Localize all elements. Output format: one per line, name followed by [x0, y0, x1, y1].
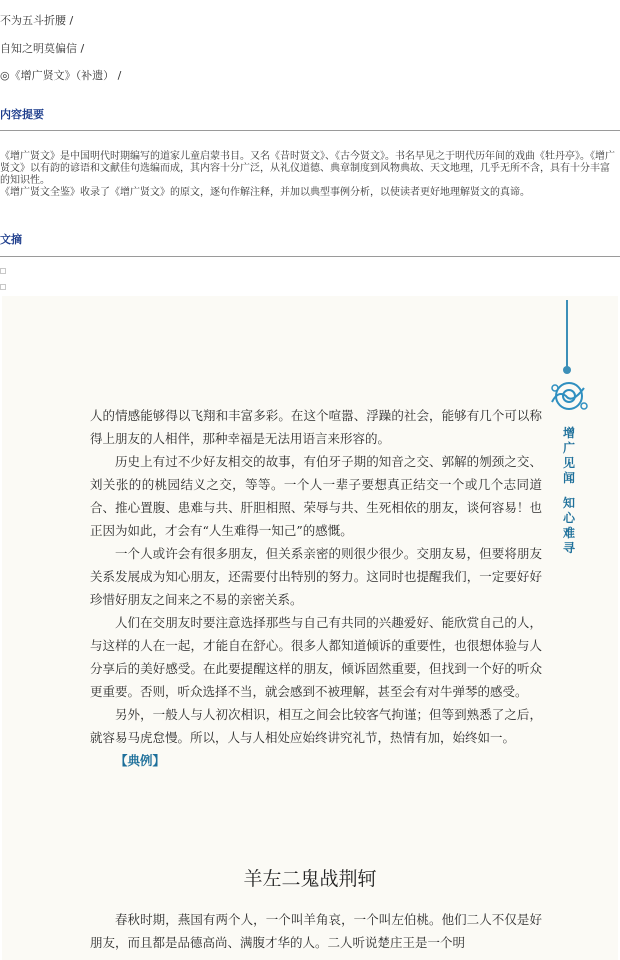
book-paragraph: 一个人或许会有很多朋友，但关系亲密的则很少很少。交朋友易，但要将朋友关系发展成为知心朋友，还需要付出特别的努力。这同时也提醒我们，一定要好好珍惜好朋友之间来之不易的亲密关系。	[90, 546, 542, 607]
nav-link-zeng-guang-bu-yi[interactable]: ◎《增广贤文》（补遗） /	[0, 69, 122, 82]
summary-divider	[0, 130, 620, 131]
side-title-char: 心	[562, 511, 575, 525]
nav-link-zi-zhi-zhi-ming[interactable]: 自知之明莫偏信 /	[0, 42, 85, 55]
story-text	[90, 908, 542, 954]
side-title-char: 增	[562, 426, 575, 440]
broken-image-icon	[0, 268, 6, 274]
summary-text	[0, 151, 618, 199]
decor-vertical-line	[566, 300, 568, 368]
story-title: 羊左二鬼战荆轲	[243, 868, 377, 890]
summary-paragraph: 《增广贤文全鉴》收录了《增广贤文》的原文，逐句作解注释，并加以典型事例分析，以使读者更好地理解贤文的真谛。	[0, 187, 530, 198]
book-paragraph: 人的情感能够得以飞翔和丰富多彩。在这个喧嚣、浮躁的社会，能够有几个可以称得上朋友的人相伴，那种幸福是无法用语言来形容的。	[90, 408, 542, 446]
side-title-char: 闻	[562, 471, 575, 485]
story-paragraph: 春秋时期，燕国有两个人，一个叫羊角哀，一个叫左伯桃。他们二人不仅是好朋友，而且都是品德高尚、满腹才华的人。二人听说楚庄王是一个明	[90, 912, 542, 950]
excerpt-divider	[0, 256, 620, 257]
nav-link-bu-wei-wu-dou[interactable]: 不为五斗折腰 /	[0, 14, 74, 27]
side-title-zeng-guang-jian-wen	[562, 426, 576, 486]
example-label: 【典例】	[115, 753, 166, 768]
book-page-image	[2, 296, 618, 960]
side-title-char: 寻	[562, 541, 575, 555]
summary-section-title: 内容提要	[0, 108, 44, 121]
decor-dot	[563, 366, 571, 374]
broken-image-icon	[0, 284, 6, 290]
side-title-char: 知	[562, 496, 575, 510]
book-body-text	[90, 404, 542, 772]
excerpt-section-title: 文摘	[0, 233, 22, 246]
book-paragraph: 历史上有过不少好友相交的故事，有伯牙子期的知音之交、郭解的刎颈之交、刘关张的的桃园结义之交，等等。一个人一辈子要想真正结交一个或几个志同道合、推心置腹、患难与共、肝胆相照、荣辱与共、生死相依的朋友，谈何容易！也正因为如此，才会有“人生难得一知己”的感慨。	[90, 454, 542, 538]
book-paragraph: 人们在交朋友时要注意选择那些与自己有共同的兴趣爱好、能欣赏自己的人，与这样的人在一起，才能自在舒心。很多人都知道倾诉的重要性，也很想体验与人分享后的美好感受。在此要提醒这样的朋友，倾诉固然重要，但找到一个好的听众更重要。否则，听众选择不当，就会感到不被理解，甚至会有对牛弹琴的感受。	[90, 615, 542, 699]
summary-paragraph: 《增广贤文》是中国明代时期编写的道家儿童启蒙书目。又名《昔时贤文》、《古今贤文》。书名早见之于明代历年间的戏曲《牡丹亭》。《增广贤文》以有韵的谚语和文献佳句选编而成，其内容十分广泛，从礼仪道德、典章制度到风物典故、天文地理，几乎无所不含，具有十分丰富的知识性。	[0, 151, 615, 186]
side-title-char: 难	[562, 526, 575, 540]
side-title-zhi-xin-nan-xun	[562, 496, 576, 556]
book-paragraph: 另外，一般人与人初次相识，相互之间会比较客气拘谨；但等到熟悉了之后，就容易马虎怠慢。所以，人与人相处应始终讲究礼节，热情有加，始终如一。	[90, 707, 542, 745]
side-title-char: 广	[562, 441, 575, 455]
cloud-emblem-icon	[548, 376, 590, 416]
side-title-char: 见	[562, 456, 575, 470]
